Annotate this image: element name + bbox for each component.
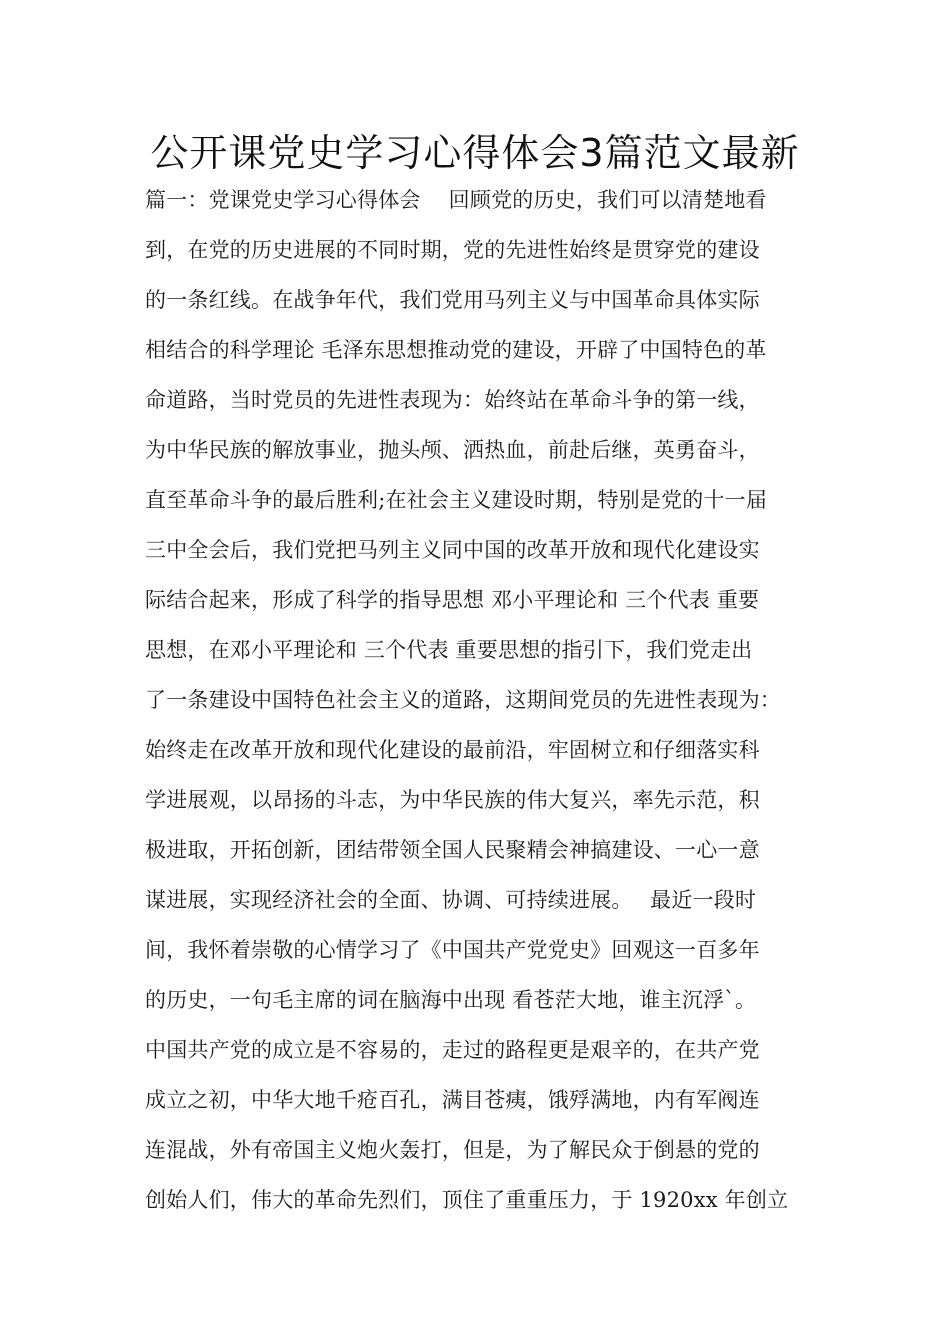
document-body — [145, 180, 825, 1230]
body-text-line: 谋进展，实现经济社会的全面、协调、可持续进展。 最近一段时 — [145, 888, 757, 912]
body-text-line: 命道路，当时党员的先进性表现为：始终站在革命斗争的第一线， — [145, 388, 760, 412]
body-text-line: 思想，在邓小平理论和 三个代表 重要思想的指引下，我们党走出 — [145, 638, 753, 662]
body-text-line: 极进取，开拓创新，团结带领全国人民聚精会神搞建设、一心一意 — [145, 838, 760, 862]
body-text-line: 始终走在改革开放和现代化建设的最前沿，牢固树立和仔细落实科 — [145, 738, 760, 762]
body-text-line: 三中全会后，我们党把马列主义同中国的改革开放和现代化建设实 — [145, 538, 760, 562]
body-text-line: 到，在党的历史进展的不同时期，党的先进性始终是贯穿党的建设 — [145, 238, 760, 262]
body-text-line: 篇一：党课党史学习心得体会 回顾党的历史，我们可以清楚地看 — [145, 188, 767, 212]
body-text-line: 为中华民族的解放事业，抛头颅、洒热血，前赴后继，英勇奋斗， — [145, 438, 760, 462]
body-text-line: 的历史，一句毛主席的词在脑海中出现 看苍茫大地，谁主沉浮`。 — [145, 988, 757, 1012]
body-text-line: 际结合起来，形成了科学的指导思想 邓小平理论和 三个代表 重要 — [145, 588, 760, 612]
body-text-line: 成立之初，中华大地千疮百孔，满目苍痍，饿殍满地，内有军阀连 — [145, 1088, 760, 1112]
body-text-line: 了一条建设中国特色社会主义的道路，这期间党员的先进性表现为： — [145, 688, 781, 712]
body-text-line: 的一条红线。在战争年代，我们党用马列主义与中国革命具体实际 — [145, 288, 760, 312]
body-text-line: 连混战，外有帝国主义炮火轰打，但是，为了解民众于倒悬的党的 — [145, 1138, 760, 1162]
body-text-line: 学进展观，以昂扬的斗志，为中华民族的伟大复兴，率先示范，积 — [145, 788, 760, 812]
document-title: 公开课党史学习心得体会3篇范文最新 — [150, 131, 800, 175]
body-text-line: 创始人们，伟大的革命先烈们，顶住了重重压力，于 1920xx 年创立 — [145, 1188, 789, 1212]
body-text-line: 间，我怀着崇敬的心情学习了《中国共产党党史》回观这一百多年 — [145, 938, 760, 962]
body-text-line: 直至革命斗争的最后胜利;在社会主义建设时期，特别是党的十一届 — [145, 488, 768, 512]
body-text-line: 相结合的科学理论 毛泽东思想推动党的建设，开辟了中国特色的革 — [145, 338, 767, 362]
body-text-line: 中国共产党的成立是不容易的，走过的路程更是艰辛的，在共产党 — [145, 1038, 760, 1062]
